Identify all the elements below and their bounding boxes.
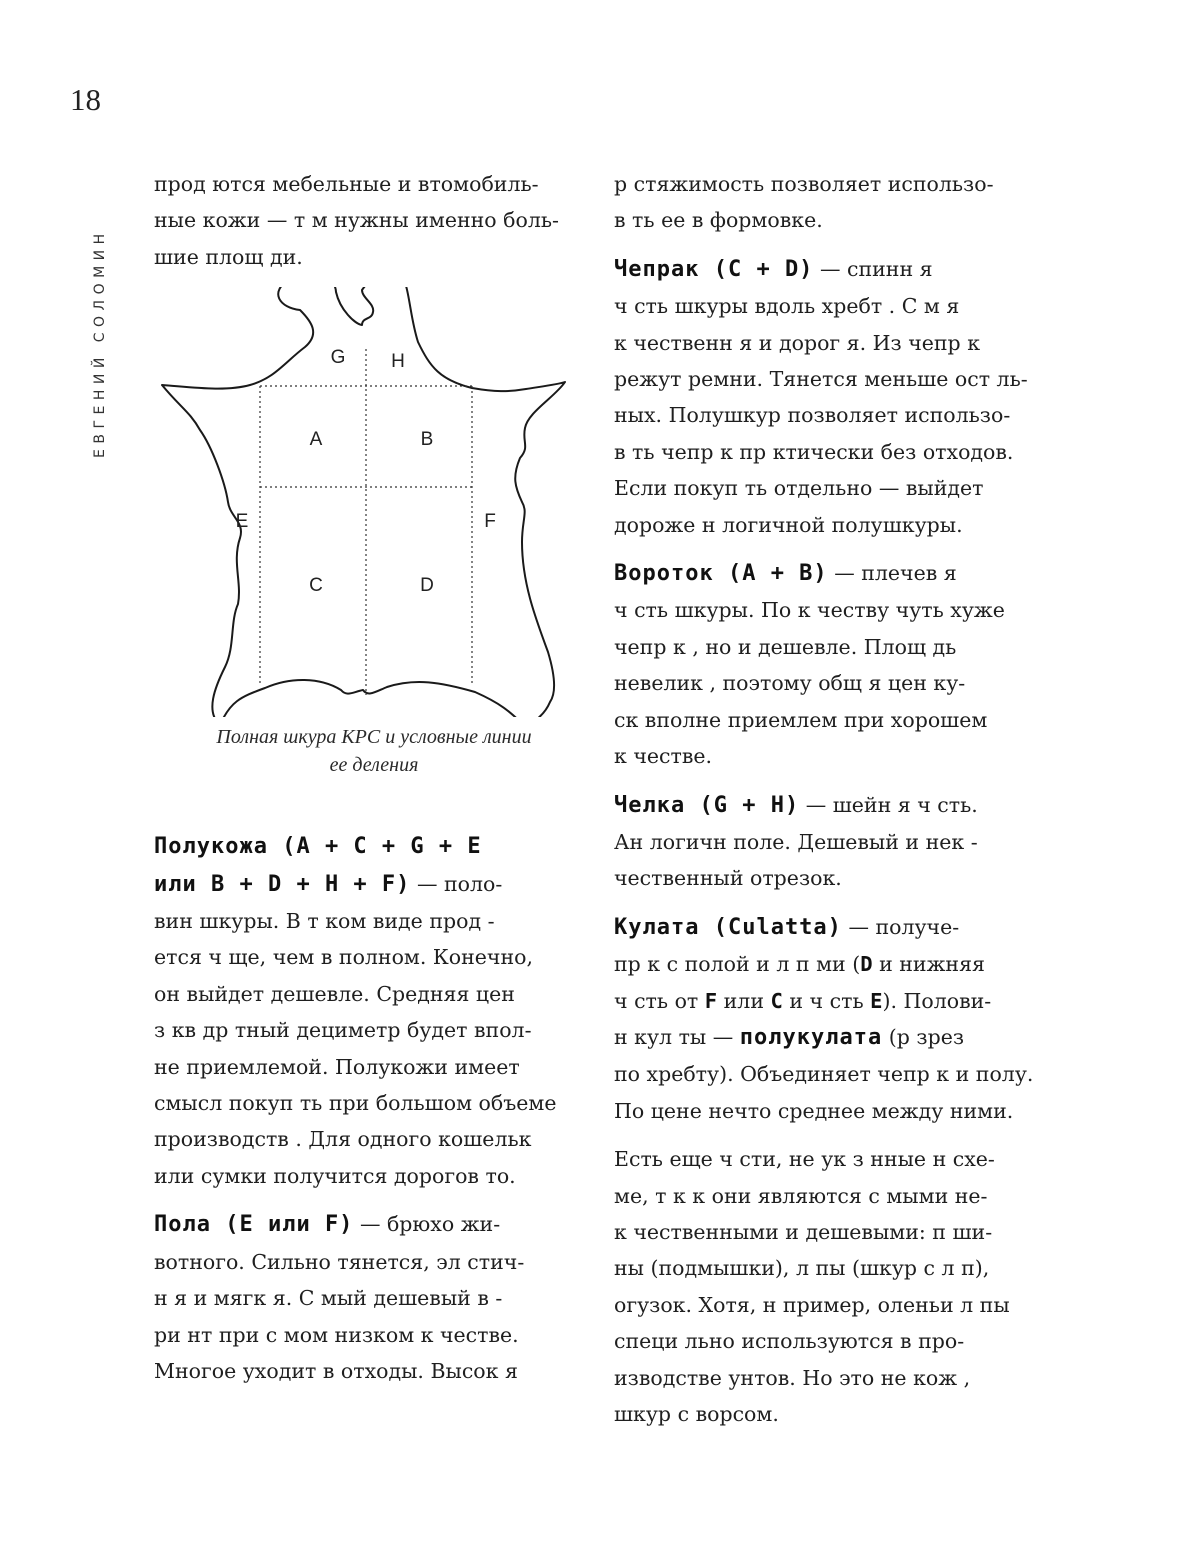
right-column: [614, 166, 1064, 1444]
left-intro-paragraph: прод ются мебельные и втомобиль- ные кожи — т м нужны именно боль- шие площ ди.: [154, 172, 559, 269]
kulata-term: Кулата (Culatta): [614, 914, 842, 940]
pola-paragraph: Пола (E или F) — брюхо жи- вотного. Сильно тянется, эл стич- н я и мягк я. С мый дешевый в - ри нт при с мом низком к честве. Многое уходит в отходы. Высок я: [154, 1212, 525, 1383]
hide-diagram: [150, 287, 590, 717]
vorotok-paragraph: Вороток (A + B) — плечев я ч сть шкуры. По к честву чуть хуже чепр к , но и дешевле. Площ дь невелик , поэтому общ я цен ку- ск вполне приемлем при хорошем к честве.: [614, 561, 1005, 769]
label-d: D: [420, 575, 434, 597]
label-g: G: [330, 347, 346, 369]
pola-term: Пола (E или F): [154, 1212, 354, 1238]
polukozha-paragraph: Полукожа (A + C + G + E или B + D + H + F) — поло- вин шкуры. В т ком виде прод - ется ч ще, чем в полном. Конечно, он выйдет дешевле. Средняя цен з кв др тный дециметр будет впол- не приемлемой. Полукожи имеет смысл покуп ть при большом объеме производств . Для одного кошельк или сумки получится дорогов то.: [154, 829, 594, 1194]
cheprak-term: Чепрак (C + D): [614, 256, 814, 282]
hide-outline: [162, 287, 565, 717]
left-column: [154, 166, 594, 1401]
vorotok-term: Вороток (A + B): [614, 561, 828, 587]
polukulata-term: полукулата: [739, 1024, 883, 1050]
label-b: B: [420, 429, 434, 451]
label-a: A: [309, 429, 323, 451]
label-c: C: [309, 575, 323, 597]
chelka-paragraph: Челка (G + H) — шейн я ч сть. Ан логичн поле. Дешевый и нек - чественный отрезок.: [614, 792, 978, 891]
division-lines: [260, 349, 472, 695]
label-h: H: [391, 351, 405, 373]
right-intro-paragraph: р стяжимость позволяет использо- в ть ее в формовке.: [614, 172, 994, 233]
running-head-author: ЕВГЕНИЙ СОЛОМИН: [92, 228, 108, 458]
polukozha-term: Полукожа (A + C + G + E: [154, 834, 482, 860]
page-number: 18: [70, 82, 101, 117]
label-f: F: [484, 511, 496, 533]
closing-paragraph: Есть еще ч сти, не ук з нные н схе- ме, т к к они являются с мыми не- к чественными и дешевыми: п ши- ны (подмышки), л пы (шкур с л п), огузок. Хотя, н пример, оленьи л пы специ льно используются в про- изводстве унтов. Но это не кож , шкур с ворсом.: [614, 1147, 1010, 1426]
cheprak-paragraph: Чепрак (C + D) — спинн я ч сть шкуры вдоль хребт . С м я к чественн я и дорог я. Из чепр к режут ремни. Тянется меньше ост ль- ных. Полушкур позволяет использо- в ть чепр к пр ктически без отходов. Если покуп ть отдельно — выйдет дороже н логичной полушкуры.: [614, 256, 1028, 537]
label-e: E: [235, 511, 249, 533]
figure-caption: Полная шкура КРС и условные линии ее деления: [216, 726, 532, 777]
kulata-paragraph: Кулата (Culatta) — получе- пр к с полой и л п ми (D и нижняя ч сть от F или C и ч сть E). Полови- н кул ты — полукулата (р зрез по хребту). Объединяет чепр к и полу. По цене нечто среднее между ними.: [614, 914, 1034, 1123]
hide-diagram-figure: [154, 287, 594, 777]
chelka-term: Челка (G + H): [614, 792, 800, 818]
